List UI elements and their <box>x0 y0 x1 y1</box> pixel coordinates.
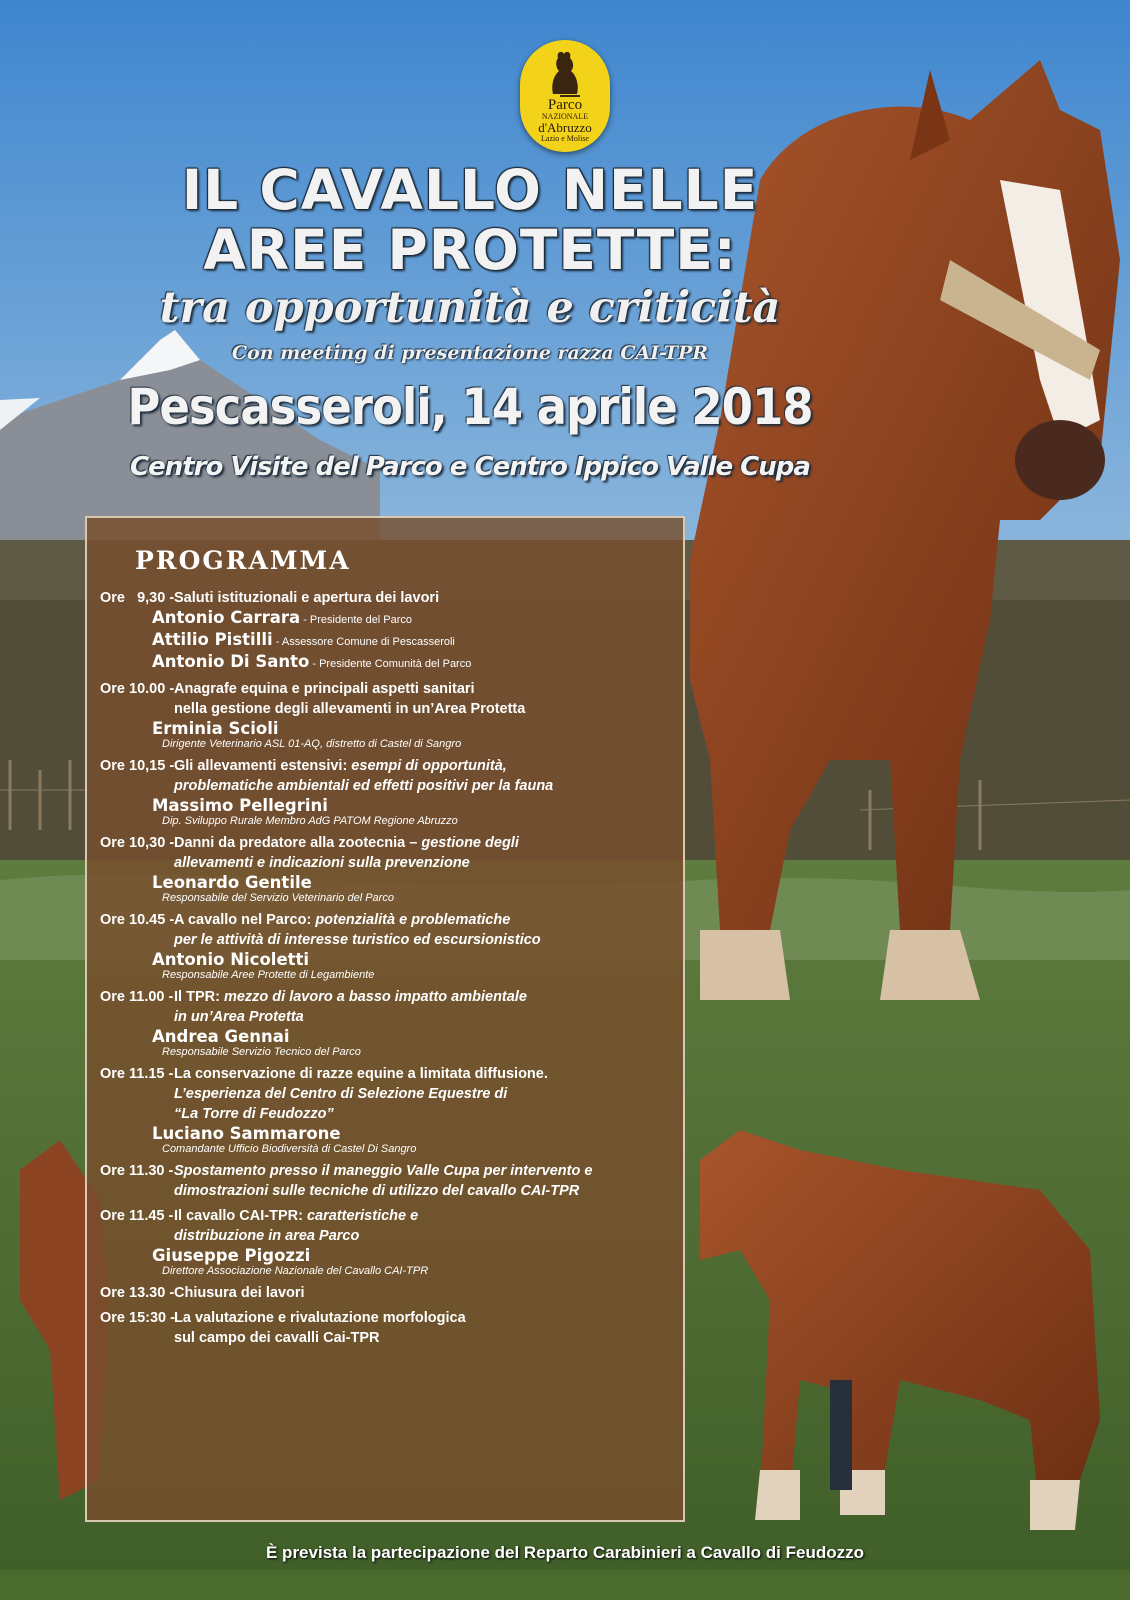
speaker-role: - Assessore Comune di Pescasseroli <box>272 636 455 648</box>
program-item <box>100 987 680 1059</box>
program-item <box>100 910 680 982</box>
item-time: Ore 11.45 - <box>100 1208 174 1224</box>
speaker <box>100 1027 680 1059</box>
title-line-2: AREE PROTETTE: <box>203 218 737 282</box>
program-item <box>100 833 680 905</box>
program-list <box>100 588 680 1353</box>
speaker-name: Andrea Gennai <box>152 1027 290 1046</box>
speaker-name: Antonio Nicoletti <box>152 950 310 969</box>
program-title: PROGRAMMA <box>135 546 351 575</box>
speaker <box>100 950 680 982</box>
item-description: La conservazione di razze equine a limitata diffusione. <box>174 1066 548 1082</box>
speaker-role: Comandante Ufficio Biodiversità di Castel Di Sangro <box>162 1143 417 1155</box>
item-description: Danni da predatore alla zootecnia – <box>174 835 422 851</box>
speaker-role: - Presidente del Parco <box>300 614 413 626</box>
program-item <box>100 1064 680 1156</box>
item-description: Il TPR: <box>174 989 224 1005</box>
speaker-name: Erminia Scioli <box>152 719 279 738</box>
speaker <box>100 1124 680 1156</box>
speaker-name: Antonio Carrara <box>152 608 301 627</box>
speaker-role: - Presidente Comunità del Parco <box>309 658 472 670</box>
item-time: Ore 13.30 - <box>100 1285 175 1301</box>
park-logo <box>520 40 610 152</box>
item-description-cont: nella gestione degli allevamenti in un’Area Protetta <box>174 701 526 717</box>
speaker-name: Antonio Di Santo <box>152 652 310 671</box>
item-time: Ore 11.30 - <box>100 1163 174 1179</box>
speaker-role: Responsabile Servizio Tecnico del Parco <box>162 1046 361 1058</box>
item-description-cont: L’esperienza del Centro di Selezione Equestre di <box>174 1086 508 1102</box>
item-description: Gli allevamenti estensivi: <box>174 758 348 774</box>
item-description-italic: gestione degli <box>421 835 519 851</box>
speaker-role: Dip. Sviluppo Rurale Membro AdG PATOM Regione Abruzzo <box>162 815 458 827</box>
item-description-cont: distribuzione in area Parco <box>174 1228 360 1244</box>
logo-name-sub: Lazio e Molise <box>541 134 589 143</box>
speaker-role: Dirigente Veterinario ASL 01-AQ, distretto di Castel di Sangro <box>162 738 462 750</box>
item-time: Ore 10.45 - <box>100 912 175 928</box>
item-description-cont: sul campo dei cavalli Cai-TPR <box>174 1330 380 1346</box>
item-description-italic: caratteristiche e <box>306 1208 419 1224</box>
item-description: Anagrafe equina e principali aspetti sanitari <box>174 681 475 697</box>
speaker <box>100 1246 680 1278</box>
event-venue: Centro Visite del Parco e Centro Ippico Valle Cupa <box>130 452 810 482</box>
item-description-cont: dimostrazioni sulle tecniche di utilizzo del cavallo CAI-TPR <box>174 1183 580 1199</box>
item-time: Ore 9,30 - <box>100 590 175 606</box>
bear-icon <box>520 44 610 104</box>
item-description-cont: “La Torre di Feudozzo” <box>174 1106 334 1122</box>
item-time: Ore 10,15 - <box>100 758 175 774</box>
item-time: Ore 15:30 - <box>100 1310 175 1326</box>
speaker-name: Luciano Sammarone <box>152 1124 341 1143</box>
item-description-italic: potenzialità e problematiche <box>315 912 511 928</box>
speaker-name: Massimo Pellegrini <box>152 796 328 815</box>
program-item <box>100 1283 680 1303</box>
logo-name-mid: NAZIONALE <box>541 112 589 121</box>
item-description: A cavallo nel Parco: <box>174 912 316 928</box>
program-item <box>100 1161 680 1201</box>
speaker-role: Responsabile del Servizio Veterinario del Parco <box>162 892 394 904</box>
item-description-cont: per le attività di interesse turistico ed escursionistico <box>174 932 541 948</box>
item-description-cont: problematiche ambientali ed effetti positivi per la fauna <box>174 778 554 794</box>
item-time: Ore 10,30 - <box>100 835 175 851</box>
item-description: Il cavallo CAI-TPR: <box>174 1208 307 1224</box>
speaker-role: Direttore Associazione Nazionale del Cavallo CAI-TPR <box>162 1265 429 1277</box>
program-item <box>100 588 680 674</box>
item-description-cont: in un’Area Protetta <box>174 1009 304 1025</box>
program-item <box>100 756 680 828</box>
item-description: Chiusura dei lavori <box>174 1285 305 1301</box>
program-item <box>100 1308 680 1348</box>
speaker <box>100 608 680 630</box>
speaker <box>100 652 680 674</box>
program-item <box>100 1206 680 1278</box>
meeting-line: Con meeting di presentazione razza CAI-TPR <box>231 342 709 364</box>
item-description-cont: allevamenti e indicazioni sulla prevenzione <box>174 855 470 871</box>
program-panel <box>85 516 685 1522</box>
event-date: Pescasseroli, 14 aprile 2018 <box>127 378 813 436</box>
item-time: Ore 11.15 - <box>100 1066 174 1082</box>
item-description: La valutazione e rivalutazione morfologica <box>174 1310 466 1326</box>
item-time: Ore 11.00 - <box>100 989 174 1005</box>
program-item <box>100 679 680 751</box>
speaker <box>100 630 680 652</box>
item-description-italic: esempi di opportunità, <box>347 758 507 774</box>
speaker-role: Responsabile Aree Protette di Legambiente <box>162 969 375 981</box>
item-description: Saluti istituzionali e apertura dei lavori <box>174 590 440 606</box>
subtitle: tra opportunità e criticità <box>159 283 781 333</box>
speaker-name: Attilio Pistilli <box>152 630 273 649</box>
item-description-italic: mezzo di lavoro a basso impatto ambientale <box>223 989 527 1005</box>
speaker-name: Giuseppe Pigozzi <box>152 1246 311 1265</box>
speaker <box>100 719 680 751</box>
speaker <box>100 796 680 828</box>
logo-name-top: Parco <box>547 97 583 113</box>
title-line-1: IL CAVALLO NELLE <box>181 158 759 222</box>
item-time: Ore 10.00 - <box>100 681 175 697</box>
speaker-name: Leonardo Gentile <box>152 873 312 892</box>
item-description: Spostamento presso il maneggio Valle Cupa per intervento e <box>174 1163 593 1179</box>
logo-name-main: d'Abruzzo <box>538 120 592 135</box>
footer-note: È prevista la partecipazione del Reparto Carabinieri a Cavallo di Feudozzo <box>266 1543 864 1562</box>
speaker <box>100 873 680 905</box>
